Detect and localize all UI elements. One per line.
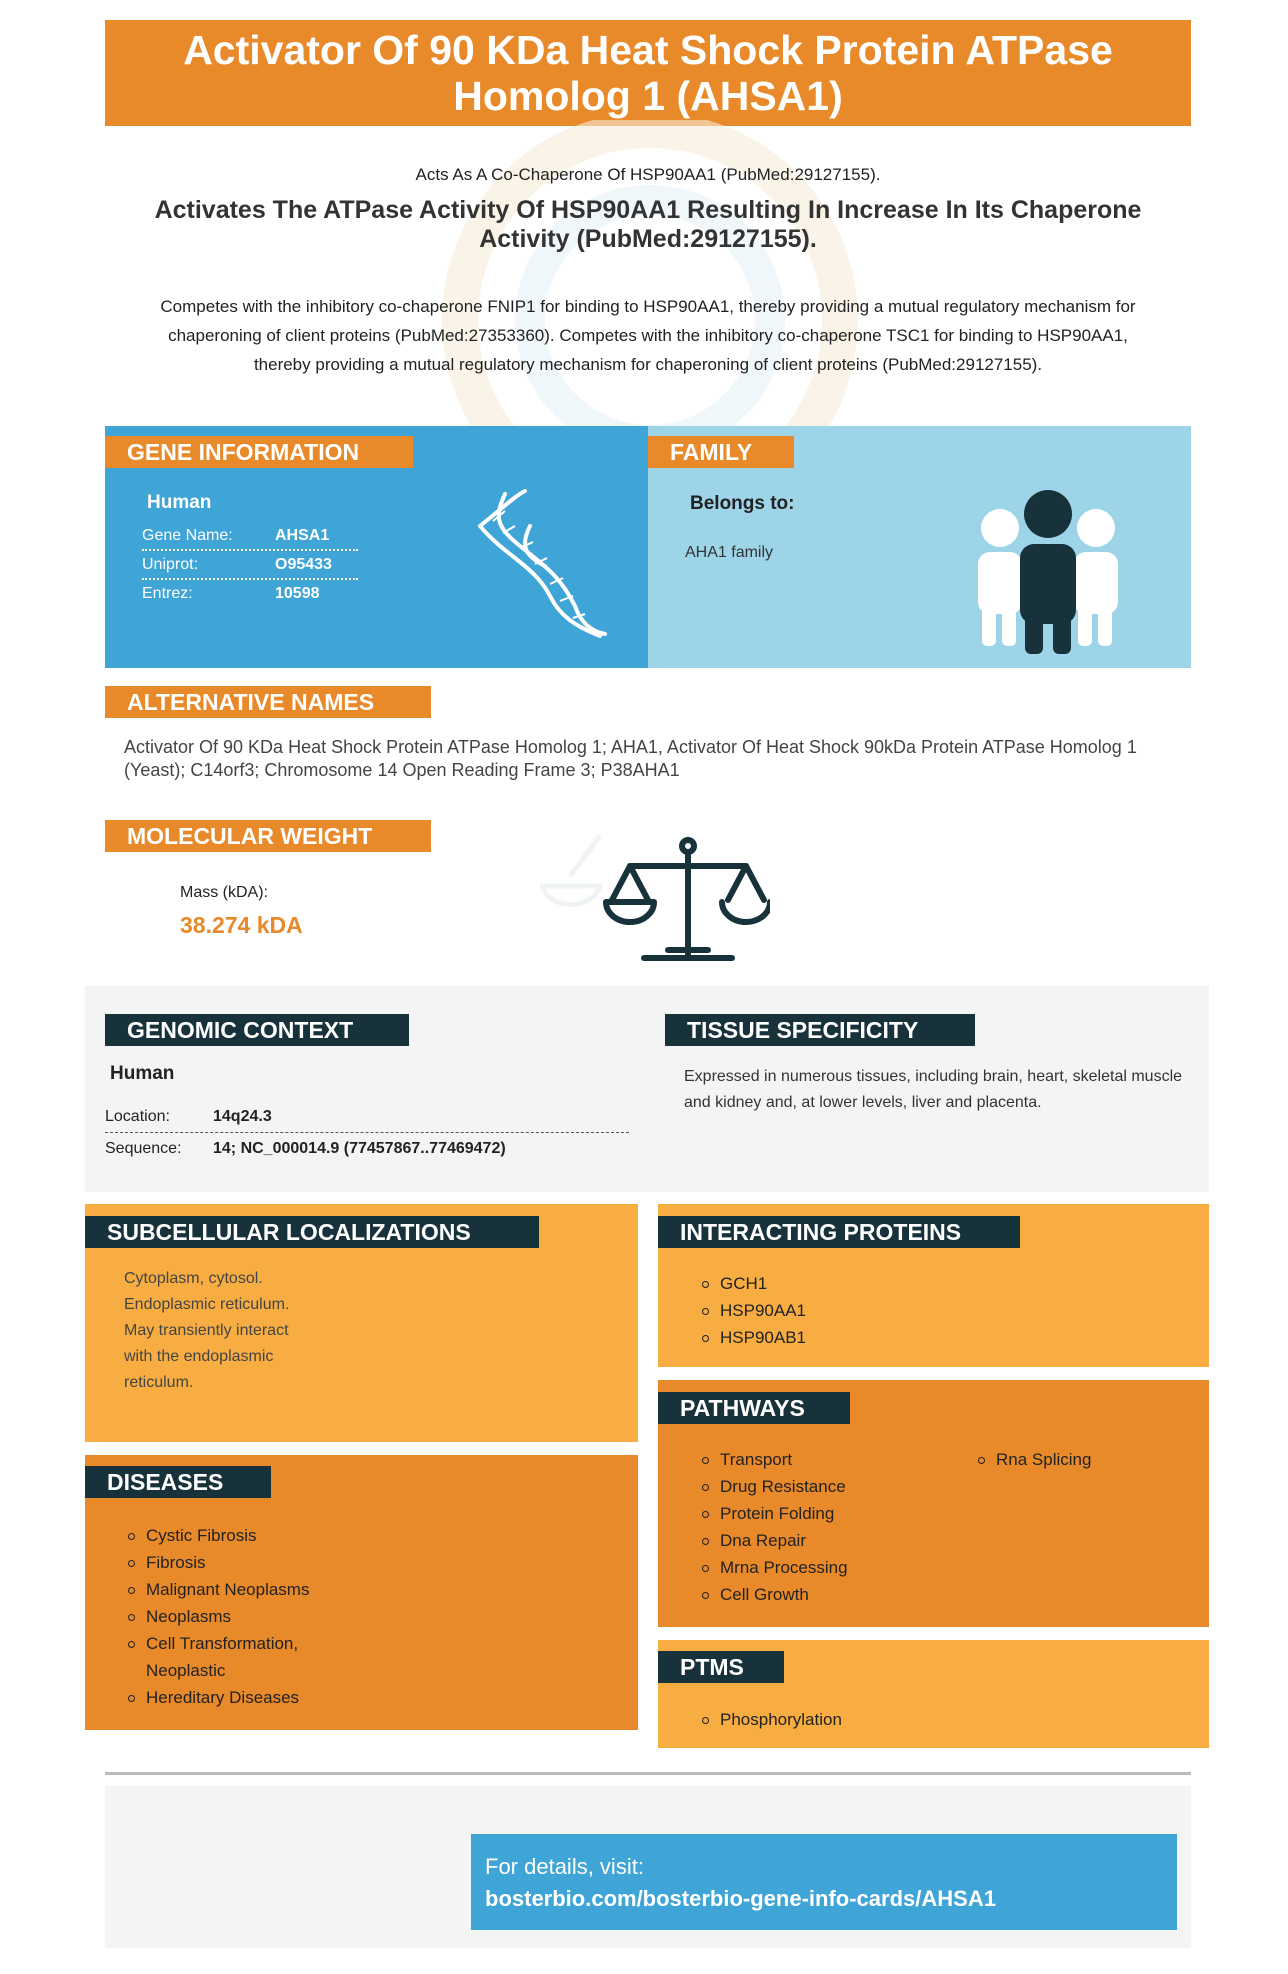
ptms-heading: PTMS — [658, 1651, 784, 1683]
gene-row-uniprot — [142, 551, 358, 580]
gene-row-label: Gene Name: — [142, 526, 233, 544]
details-box — [471, 1834, 1177, 1930]
gene-row-label: Uniprot: — [142, 555, 199, 573]
interacting-proteins-list — [700, 1270, 806, 1351]
genomic-location-row — [105, 1101, 629, 1133]
summary-line-3: Competes with the inhibitory co-chaperone FNIP1 for binding to HSP90AA1, thereby providing a mutual regulatory mechanism for chaperoning of client proteins (PubMed:27353360). Competes with the inhibitory co-chaperone TSC1 for binding to HSP90AA1, thereby providing a mutual regulatory mechanism for chaperoning of client proteins (PubMed:29127155). — [160, 297, 1136, 374]
list-item: HSP90AB1 — [700, 1324, 806, 1351]
alternative-names-heading: ALTERNATIVE NAMES — [105, 686, 431, 718]
pathways-list-col1 — [700, 1446, 848, 1608]
list-item: Cystic Fibrosis — [126, 1522, 366, 1549]
gene-row-value: AHSA1 — [275, 526, 330, 544]
list-item: Cell Growth — [700, 1581, 848, 1608]
details-label: For details, visit: — [485, 1854, 644, 1879]
sequence-label: Sequence: — [105, 1140, 182, 1157]
gene-row-label: Entrez: — [142, 584, 193, 602]
mass-value: 38.274 kDA — [180, 912, 303, 938]
mass-label: Mass (kDA): — [180, 884, 268, 901]
subcellular-line: Endoplasmic reticulum. — [124, 1296, 290, 1313]
gene-information-heading: GENE INFORMATION — [105, 436, 413, 468]
ptms-list — [700, 1706, 842, 1733]
genomic-species: Human — [110, 1063, 175, 1084]
tissue-specificity-heading: TISSUE SPECIFICITY — [665, 1014, 975, 1046]
alternative-names-text: Activator Of 90 KDa Heat Shock Protein ATPase Homolog 1; AHA1, Activator Of Heat Shock 90kDa Protein ATPase Homolog 1 (Yeast); C14orf3; Chromosome 14 Open Reading Frame 3; P38AHA1 — [124, 737, 1137, 780]
list-item: Protein Folding — [700, 1500, 848, 1527]
subcellular-line: with the endoplasmic — [124, 1348, 274, 1365]
summary-line-2: Activates The ATPase Activity Of HSP90AA1 Resulting In Increase In Its Chaperone Activity (PubMed:29127155). — [154, 196, 1142, 253]
list-item: Transport — [700, 1446, 848, 1473]
genomic-sequence-row — [105, 1134, 629, 1164]
summary-line-1: Acts As A Co-Chaperone Of HSP90AA1 (PubMed:29127155). — [415, 165, 881, 184]
diseases-list — [126, 1522, 366, 1711]
molecular-weight-heading: MOLECULAR WEIGHT — [105, 820, 431, 852]
tissue-specificity-text: Expressed in numerous tissues, including brain, heart, skeletal muscle and kidney and, at lower levels, liver and placenta. — [684, 1068, 1183, 1111]
people-group-icon — [968, 486, 1128, 656]
subcellular-text — [124, 1266, 289, 1396]
page-title — [105, 20, 1191, 126]
location-value: 14q24.3 — [213, 1107, 272, 1125]
subcellular-line: reticulum. — [124, 1374, 194, 1391]
sequence-value: 14; NC_000014.9 (77457867..77469472) — [213, 1140, 506, 1157]
footer-divider — [105, 1772, 1191, 1775]
diseases-heading: DISEASES — [85, 1466, 271, 1498]
family-heading: FAMILY — [648, 436, 794, 468]
dna-icon — [465, 486, 615, 646]
list-item: Fibrosis — [126, 1549, 366, 1576]
family-belongs-label: Belongs to: — [690, 493, 795, 514]
list-item: Malignant Neoplasms — [126, 1576, 366, 1603]
gene-info-table — [142, 522, 358, 607]
list-item: HSP90AA1 — [700, 1297, 806, 1324]
list-item: Neoplasms — [126, 1603, 366, 1630]
pathways-heading: PATHWAYS — [658, 1392, 850, 1424]
interacting-proteins-heading: INTERACTING PROTEINS — [658, 1216, 1020, 1248]
list-item: Phosphorylation — [700, 1706, 842, 1733]
gene-row-name — [142, 522, 358, 551]
details-link[interactable]: bosterbio.com/bosterbio-gene-info-cards/AHSA1 — [485, 1886, 996, 1911]
location-label: Location: — [105, 1107, 170, 1125]
balance-scale-icon — [540, 826, 770, 986]
gene-row-value: 10598 — [275, 584, 320, 602]
genomic-context-heading: GENOMIC CONTEXT — [105, 1014, 409, 1046]
gene-species: Human — [147, 492, 212, 513]
list-item: GCH1 — [700, 1270, 806, 1297]
list-item: Dna Repair — [700, 1527, 848, 1554]
pathways-list-col2 — [976, 1446, 1091, 1473]
subcellular-heading: SUBCELLULAR LOCALIZATIONS — [85, 1216, 539, 1248]
page-title-text: Activator Of 90 KDa Heat Shock Protein ATPase Homolog 1 (AHSA1) — [183, 27, 1113, 119]
gene-row-entrez — [142, 580, 358, 607]
family-value: AHA1 family — [685, 544, 774, 561]
subcellular-line: May transiently interact — [124, 1322, 289, 1339]
subcellular-line: Cytoplasm, cytosol. — [124, 1270, 263, 1287]
list-item: Rna Splicing — [976, 1446, 1091, 1473]
list-item: Drug Resistance — [700, 1473, 848, 1500]
list-item: Hereditary Diseases — [126, 1684, 366, 1711]
list-item: Cell Transformation, Neoplastic — [126, 1630, 366, 1684]
list-item: Mrna Processing — [700, 1554, 848, 1581]
gene-row-value: O95433 — [275, 555, 332, 573]
